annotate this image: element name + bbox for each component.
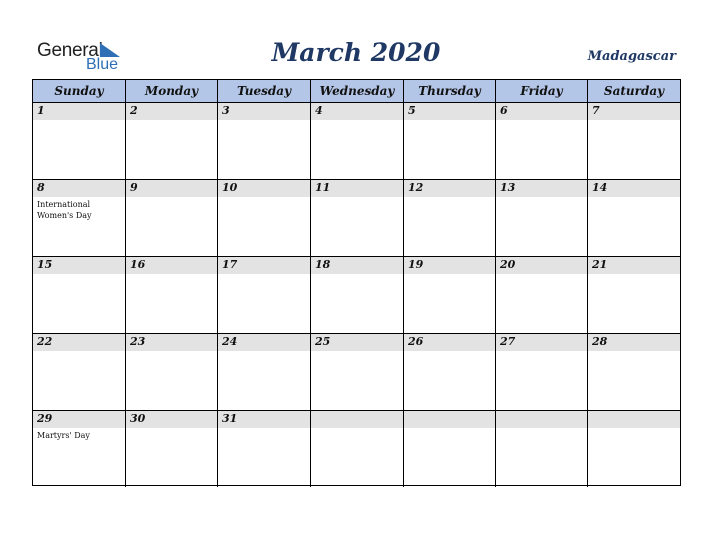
day-number: 14 [592,181,608,194]
day-cell [310,180,403,256]
day-cell-header [126,334,217,351]
day-number: 25 [315,335,331,348]
day-cell-header [404,334,495,351]
day-number: 28 [592,335,608,348]
day-cell-header [218,180,310,197]
day-number: 31 [222,412,238,425]
weekday-header-tuesday: Tuesday [217,80,310,102]
weekday-header-thursday: Thursday [403,80,495,102]
day-cell-header [126,257,217,274]
day-cell [495,334,587,410]
day-cell-header [311,257,403,274]
week-row [33,103,680,180]
day-cell-header [311,334,403,351]
day-number: 20 [500,258,516,271]
day-number: 10 [222,181,238,194]
holiday-label: Martyrs' Day [37,431,90,440]
day-number: 6 [500,104,508,117]
week-row [33,411,680,488]
day-number: 15 [37,258,53,271]
day-cell-header [311,411,403,428]
day-cell [217,257,310,333]
day-number: 24 [222,335,238,348]
day-cell [310,103,403,179]
day-cell-header [126,103,217,120]
day-number: 2 [130,104,138,117]
day-cell [310,257,403,333]
day-number: 7 [592,104,600,117]
day-number: 27 [500,335,516,348]
week-row [33,180,680,257]
day-cell [403,103,495,179]
logo-general-text: General [37,40,103,61]
day-cell [33,257,125,333]
calendar-grid [32,79,681,486]
page-title: March 2020 [271,38,441,67]
day-cell [33,180,125,256]
day-number: 5 [408,104,416,117]
day-number: 26 [408,335,424,348]
weekday-header-row [33,80,680,103]
day-cell [217,180,310,256]
day-number: 29 [37,412,53,425]
day-cell-header [218,411,310,428]
day-cell [587,334,680,410]
day-cell-header [33,103,125,120]
day-cell [217,103,310,179]
weekday-header-sunday: Sunday [54,84,104,98]
week-row [33,334,680,411]
day-number: 23 [130,335,146,348]
day-cell-header [311,103,403,120]
day-cell-header [33,334,125,351]
day-cell [125,334,217,410]
logo-blue-text: Blue [86,56,119,73]
day-number: 17 [222,258,238,271]
day-cell-header [496,257,587,274]
country-label: Madagascar [587,49,676,64]
day-cell [33,334,125,410]
day-cell-header [404,411,495,428]
day-cell-header [33,257,125,274]
day-cell [403,180,495,256]
day-cell [33,411,125,487]
day-number: 22 [37,335,53,348]
day-cell-header [33,180,125,197]
weekday-header-monday: Monday [125,80,217,102]
day-cell-header [496,334,587,351]
day-number: 19 [408,258,424,271]
day-cell-header [588,180,680,197]
day-cell [495,257,587,333]
day-cell-header [311,180,403,197]
day-cell [310,334,403,410]
day-cell-header [126,180,217,197]
week-row [33,257,680,334]
day-number: 21 [592,258,608,271]
day-cell-header [404,257,495,274]
day-cell [403,334,495,410]
day-number: 11 [315,181,331,194]
day-cell [217,334,310,410]
day-cell [587,257,680,333]
day-cell [587,180,680,256]
day-cell-header [588,411,680,428]
day-cell [33,103,125,179]
day-cell [125,103,217,179]
weekday-header-wednesday: Wednesday [310,80,403,102]
day-number: 4 [315,104,323,117]
day-cell-header [404,103,495,120]
day-cell [217,411,310,487]
day-cell-header [496,180,587,197]
day-cell-header [588,334,680,351]
day-cell-header [496,411,587,428]
day-cell-header [218,334,310,351]
day-number: 12 [408,181,424,194]
day-number: 1 [37,104,45,117]
day-cell [403,411,495,487]
day-cell [587,103,680,179]
day-number: 3 [222,104,230,117]
day-cell-header [126,411,217,428]
day-number: 9 [130,181,138,194]
day-cell [495,180,587,256]
day-number: 13 [500,181,516,194]
day-cell-header [218,257,310,274]
day-cell-header [588,103,680,120]
weekday-header-friday: Friday [495,80,587,102]
day-cell-header [496,103,587,120]
day-number: 16 [130,258,146,271]
day-cell [125,180,217,256]
day-cell [403,257,495,333]
day-cell [495,103,587,179]
holiday-label: International Women's Day [37,200,92,220]
day-number: 8 [37,181,45,194]
day-cell-header [404,180,495,197]
day-number: 30 [130,412,146,425]
weekday-header-saturday: Saturday [587,80,680,102]
day-cell-header [218,103,310,120]
day-cell [587,411,680,487]
day-cell [125,257,217,333]
day-cell [310,411,403,487]
day-cell [495,411,587,487]
day-number: 18 [315,258,331,271]
day-cell-header [588,257,680,274]
day-cell [125,411,217,487]
day-cell-header [33,411,125,428]
